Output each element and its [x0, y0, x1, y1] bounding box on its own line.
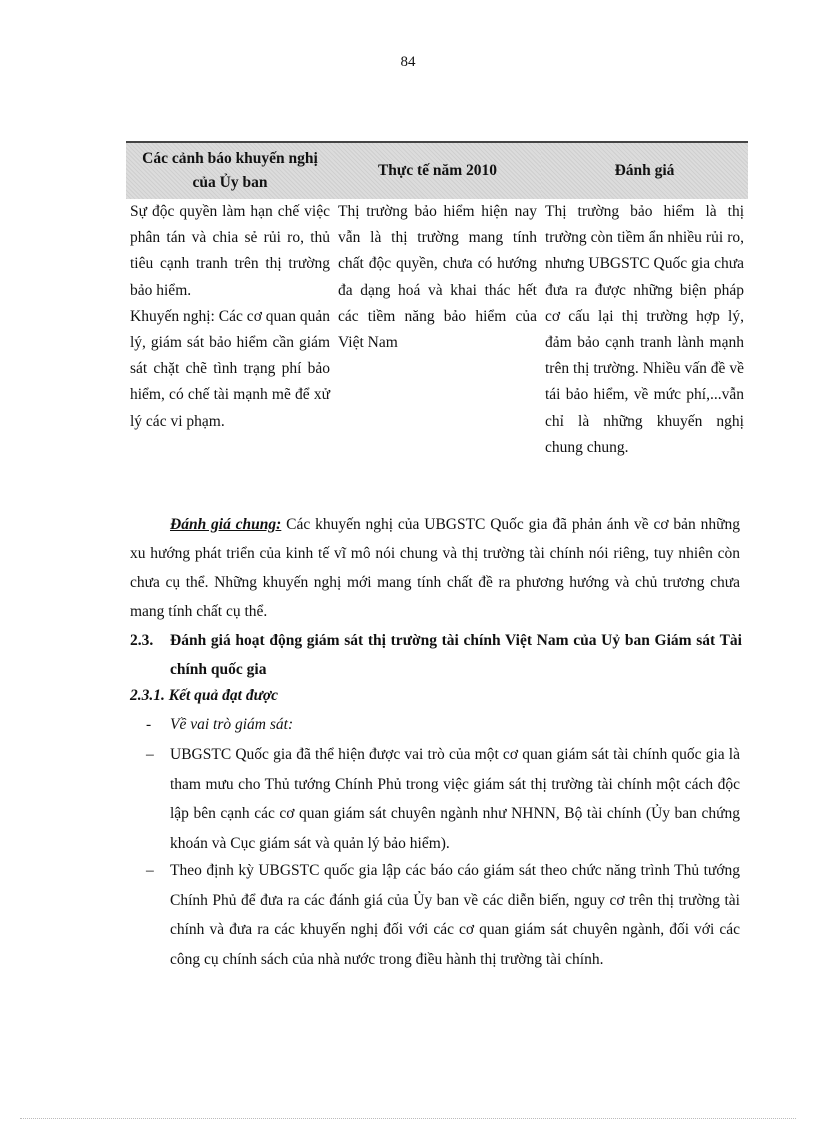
list-item-text: UBGSTC Quốc gia đã thể hiện được vai trò của một cơ quan giám sát tài chính quốc gia là tham mưu cho Thủ tướng Chính Phủ trong việc giám sát thị trường tài chính một cách độc lập bên cạnh các cơ quan giám sát chuyên ngành như NHNN, Bộ tài chính (Ủy ban chứng khoán và Cục giám sát và quản lý bảo hiểm).	[170, 746, 740, 852]
header-recommendations: Các cảnh báo khuyến nghị của Ủy ban	[126, 142, 334, 199]
cell-recommendation	[126, 199, 334, 461]
cell-text: Thị trường bảo hiểm là thị trường còn tiềm ẩn nhiều rủi ro, nhưng UBGSTC Quốc gia chưa đưa ra được những biện pháp cơ cấu lại thị trường hợp lý, đảm bảo cạnh tranh lành mạnh trên thị trường. Nhiều vấn đề về tái bảo hiểm, về mức phí,...vẫn chỉ là những khuyến nghị chung chung.	[545, 203, 744, 456]
table-header-row	[126, 142, 748, 199]
section-heading-2-3	[130, 626, 742, 684]
cell-assessment	[541, 199, 748, 461]
page-bottom-divider	[20, 1118, 796, 1119]
summary-text: Các khuyến nghị của UBGSTC Quốc gia đã phản ánh về cơ bản những xu hướng phát triển của kinh tế vĩ mô nói chung và thị trường tài chính nói riêng, tuy nhiên còn chưa cụ thể. Những khuyến nghị mới mang tính chất đề ra phương hướng và chủ trương chưa mang tính chất cụ thể.	[130, 516, 740, 620]
cell-text: Khuyến nghị: Các cơ quan quản lý, giám sát bảo hiểm cần giám sát chặt chẽ tình trạng phí bảo hiểm, có chế tài mạnh mẽ để xử lý các vi phạm.	[130, 307, 330, 430]
section-heading-2-3-1: 2.3.1. Kết quả đạt được	[130, 687, 279, 704]
summary-paragraph	[130, 510, 740, 626]
dash-marker: -	[146, 716, 152, 733]
cell-text: Sự độc quyền làm hạn chế việc phân tán và chia sẻ rủi ro, thủ tiêu cạnh tranh trên thị trường bảo hiểm.	[130, 203, 330, 299]
cell-reality	[334, 199, 541, 461]
summary-lead: Đánh giá chung:	[170, 516, 282, 533]
cell-text: Thị trường bảo hiểm hiện nay vẫn là thị trường mang tính chất độc quyền, chưa có hướng đa dạng hoá và khai thác hết các tiềm năng bảo hiểm của Việt Nam	[338, 203, 537, 352]
list-item	[146, 740, 740, 858]
dash-marker: –	[146, 746, 154, 763]
header-assessment: Đánh giá	[541, 142, 748, 199]
sub-item-text: Về vai trò giám sát:	[170, 716, 294, 733]
section-title: Đánh giá hoạt động giám sát thị trường tài chính Việt Nam của Uỷ ban Giám sát Tài chính quốc gia	[170, 632, 742, 678]
list-item-text: Theo định kỳ UBGSTC quốc gia lập các báo cáo giám sát theo chức năng trình Thủ tướng Chính Phủ để đưa ra các đánh giá của Ủy ban về các diễn biến, nguy cơ trên thị trường tài chính và đưa ra các khuyến nghị đối với các cơ quan giám sát chuyên ngành, đối với các công cụ chính sách của nhà nước trong điều hành thị trường tài chính.	[170, 862, 740, 968]
sub-item	[146, 711, 293, 739]
section-number: 2.3.	[130, 632, 154, 649]
list-item	[146, 856, 740, 974]
page-number: 84	[400, 54, 416, 70]
dash-marker: –	[146, 862, 154, 879]
header-reality-2010: Thực tế năm 2010	[334, 142, 541, 199]
recommendations-table	[126, 141, 748, 461]
table-row	[126, 199, 748, 461]
